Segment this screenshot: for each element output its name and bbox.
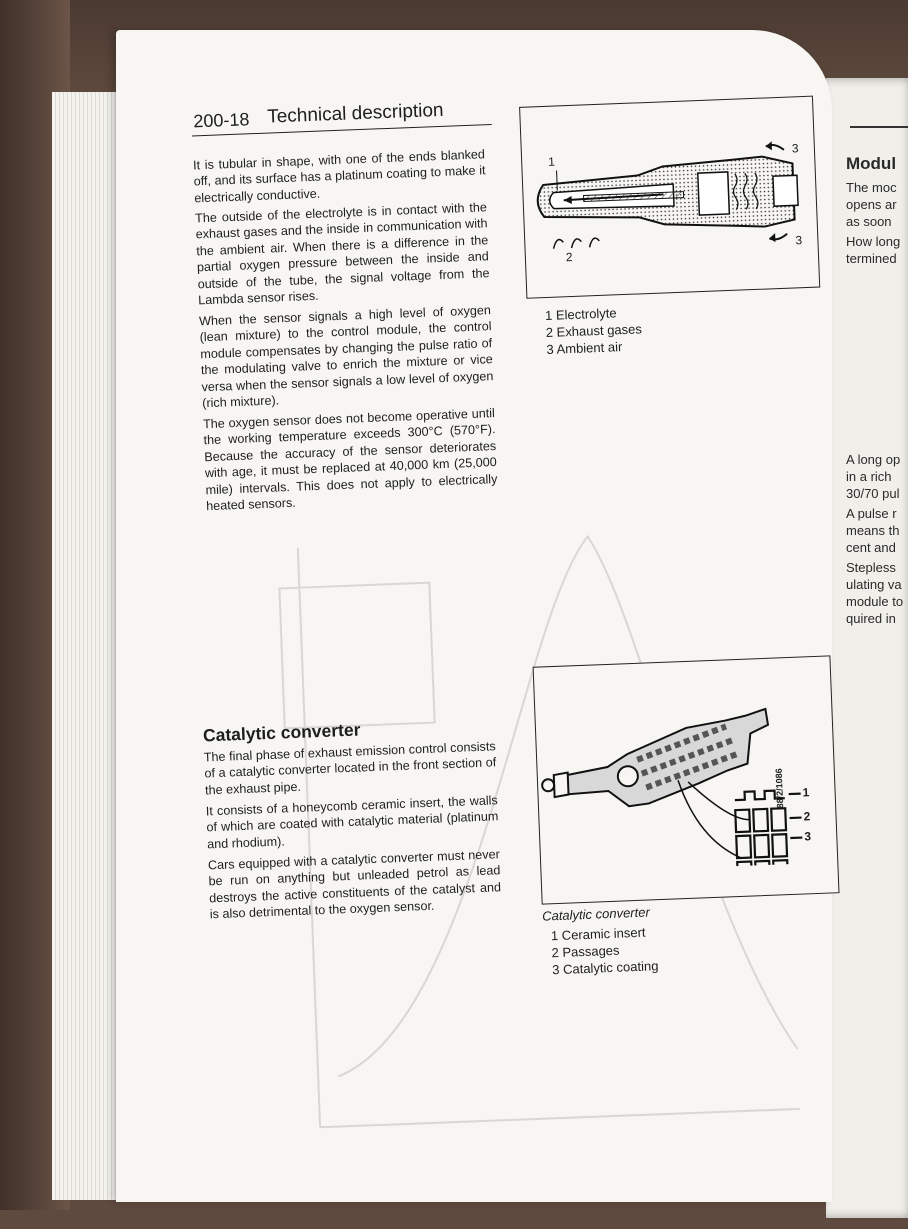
page-title: Technical description [267,100,444,129]
intro-paragraph-1: It is tubular in shape, with one of the ends blanked off, and its surface has a platinum coating to make it electrically conductive. [193,146,487,206]
sensor-callout-3b: 3 [795,233,802,247]
adjacent-page-line: Stepless [846,560,896,576]
sensor-callout-2: 2 [566,250,573,264]
converter-callout-3: 3 [804,829,811,843]
catalytic-paragraph-2: It consists of a honeycomb ceramic insert, the walls of which are coated with catalytic material (platinum and rhodium). [206,792,500,852]
converter-legend-1: 1 Ceramic insert [551,925,646,944]
oxygen-sensor-illustration [520,97,819,298]
converter-legend-2: 2 Passages [551,943,619,961]
adjacent-page-line: cent and [846,540,896,556]
intro-paragraph-2: The outside of the electrolyte is in contact with the exhaust gases and the inside in communication with the ambient air. When there is a difference in the partial oxygen pressure between the inside and outside of the tube, the signal voltage from the Lambda sensor rises. [195,199,491,309]
sensor-legend-3: 3 Ambient air [546,339,622,357]
converter-legend-3: 3 Catalytic coating [552,958,659,977]
converter-callout-2: 2 [803,809,810,823]
sensor-callout-1: 1 [548,155,555,169]
adjacent-page-line: A long op [846,452,900,468]
adjacent-page-line: module to [846,594,903,610]
page-number: 200-18 [193,109,250,132]
adjacent-page-line: A pulse r [846,506,897,522]
converter-callout-1: 1 [802,785,809,799]
oxygen-sensor-figure [519,96,820,299]
adjacent-page-line: termined [846,251,897,267]
sensor-legend-1: 1 Electrolyte [545,305,617,323]
adjacent-page-line: in a rich [846,469,892,485]
converter-figure-code: 88/2/1086 [774,768,786,808]
adjacent-page-line: The moc [846,180,897,196]
adjacent-page-heading: Modul [846,156,896,172]
catalytic-converter-figure [533,655,840,904]
converter-caption: Catalytic converter [542,904,650,923]
intro-paragraph-3: When the sensor signals a high level of oxygen (lean mixture) to the control module, the control module compensates by changing the pulse ratio of the modulating valve to enrich the mixture or vice versa when the sensor signals a low level of oxygen (rich mixture). [199,302,495,412]
catalytic-converter-illustration [534,656,839,903]
adjacent-page-line: means th [846,523,899,539]
intro-paragraph-4: The oxygen sensor does not become operative until the working temperature exceeds 300°C (570°F). Because the accuracy of the sensor deteriorates with age, it must be replaced at 40,000 km (25,000 mile) intervals. This does not apply to electrically heated sensors. [203,405,499,515]
sensor-callout-3a: 3 [792,141,799,155]
adjacent-page-line: How long [846,234,900,250]
adjacent-page-line: quired in [846,611,896,627]
catalytic-paragraph-3: Cars equipped with a catalytic converter must never be run on anything but unleaded petrol as lead destroys the active constituents of the catalyst and is also detrimental to the oxygen sensor. [208,846,502,923]
adjacent-page-line: 30/70 pul [846,486,900,502]
catalytic-paragraph-1: The final phase of exhaust emission control consists of a catalytic converter located in the front section of the exhaust pipe. [204,738,498,798]
sensor-legend-2: 2 Exhaust gases [545,321,642,340]
adjacent-page-line: opens ar [846,197,897,213]
catalytic-heading: Catalytic converter [203,719,361,746]
adjacent-page-line: as soon [846,214,892,230]
adjacent-page-line: ulating va [846,577,902,593]
